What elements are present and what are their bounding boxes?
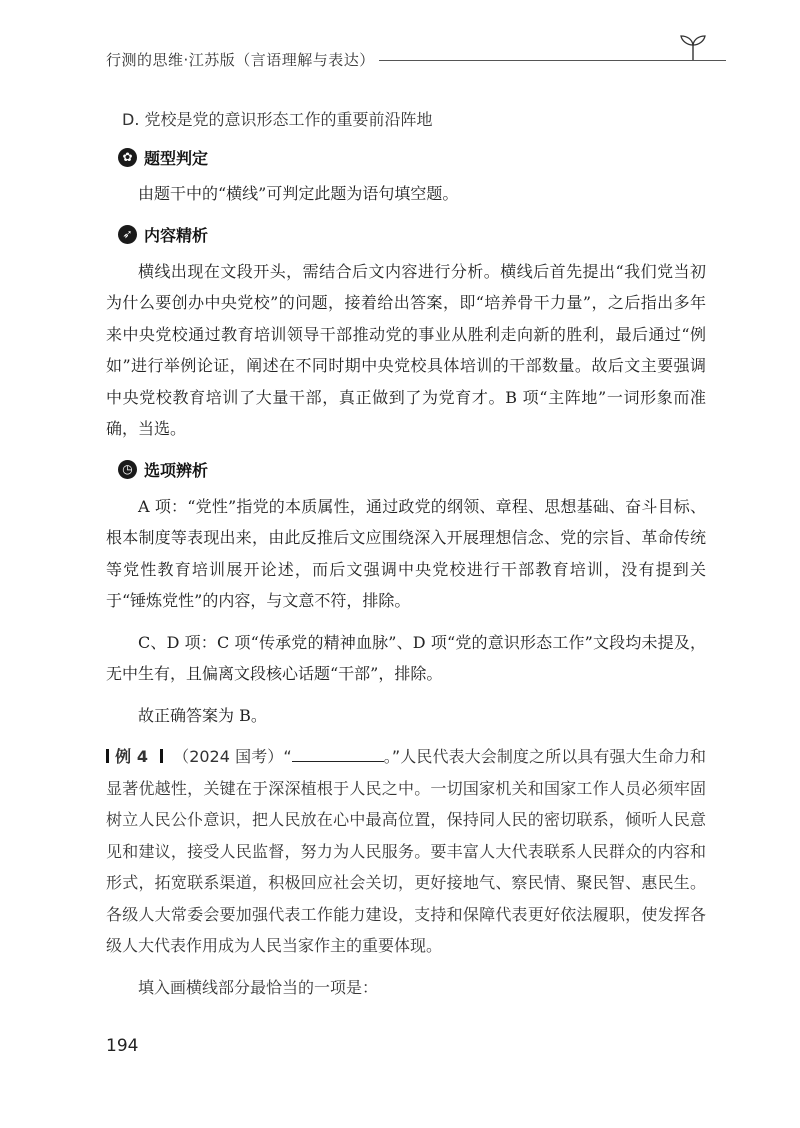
- example-source: （2024 国考）“: [173, 747, 292, 766]
- example-label: 例 4: [115, 747, 148, 766]
- section-title: 选项辨析: [144, 461, 209, 480]
- clock-icon: ◷: [118, 460, 137, 479]
- section-title: 题型判定: [144, 148, 209, 168]
- question-prompt: 填入画横线部分最恰当的一项是：: [138, 977, 379, 997]
- option-d: D. 党校是党的意识形态工作的重要前沿阵地: [122, 110, 433, 129]
- header-rule: [379, 60, 726, 61]
- example-block: [106, 741, 706, 962]
- section-heading-type: [118, 142, 706, 172]
- section-title: 内容精析: [144, 226, 209, 245]
- paragraph: 故正确答案为 B。: [138, 705, 267, 725]
- sprout-icon: [676, 32, 710, 62]
- gear-icon: ✿: [118, 148, 137, 167]
- header-title: 行测的思维·江苏版（言语理解与表达）: [106, 50, 375, 69]
- paragraph: 横线出现在文段开头，需结合后文内容进行分析。横线后首先提出“我们党当初为什么要创办中央党校”的问题，接着给出答案，即“培养骨干力量”，之后指出多年来中央党校通过教育培训领导干部推动党的事业从胜利走向新的胜利，最后通过“例如”进行举例论证，阐述在不同时期中央党校具体培训的干部数量。故后文主要强调中央党校教育培训了大量干部，真正做到了为党育才。B 项“主阵地”一词形象而准确，当选。: [106, 261, 706, 438]
- paragraph: C、D 项：C 项“传承党的精神血脉”、D 项“党的意识形态工作”文段均未提及，无中生有，且偏离文段核心话题“干部”，排除。: [106, 632, 706, 683]
- answer-blank: [292, 747, 384, 762]
- example-bar-right: [160, 749, 163, 763]
- example-text: 。”人民代表大会制度之所以具有强大生命力和显著优越性，关键在于深深植根于人民之中。一切国家机关和国家工作人员必须牢固树立人民公仆意识，把人民放在心中最高位置，保持同人民的密切联系，倾听人民意见和建议，接受人民监督，努力为人民服务。要丰富人大代表联系人民群众的内容和形式，拓宽联系渠道，积极回应社会关切，更好接地气、察民情、聚民智、惠民生。各级人大常委会要加强代表工作能力建设，支持和保障代表更好依法履职，使发挥各级人大代表作用成为人民当家作主的重要体现。: [106, 747, 706, 955]
- section-heading-options: [118, 455, 706, 485]
- section-heading-content: [118, 220, 706, 250]
- paragraph: 由题干中的“横线”可判定此题为语句填空题。: [138, 184, 459, 203]
- page-content: [106, 106, 706, 1013]
- page-number: 194: [106, 1036, 139, 1056]
- paragraph: A 项：“党性”指党的本质属性，通过政党的纲领、章程、思想基础、奋斗目标、根本制度等表现出来，由此反推后文应围绕深入开展理想信念、党的宗旨、革命传统等党性教育培训展开论述，而后文强调中央党校进行干部教育培训，没有提到关于“锤炼党性”的内容，与文意不符，排除。: [106, 496, 706, 610]
- running-header: [106, 48, 726, 70]
- example-bar-left: [106, 749, 109, 763]
- target-icon: ➶: [118, 225, 137, 244]
